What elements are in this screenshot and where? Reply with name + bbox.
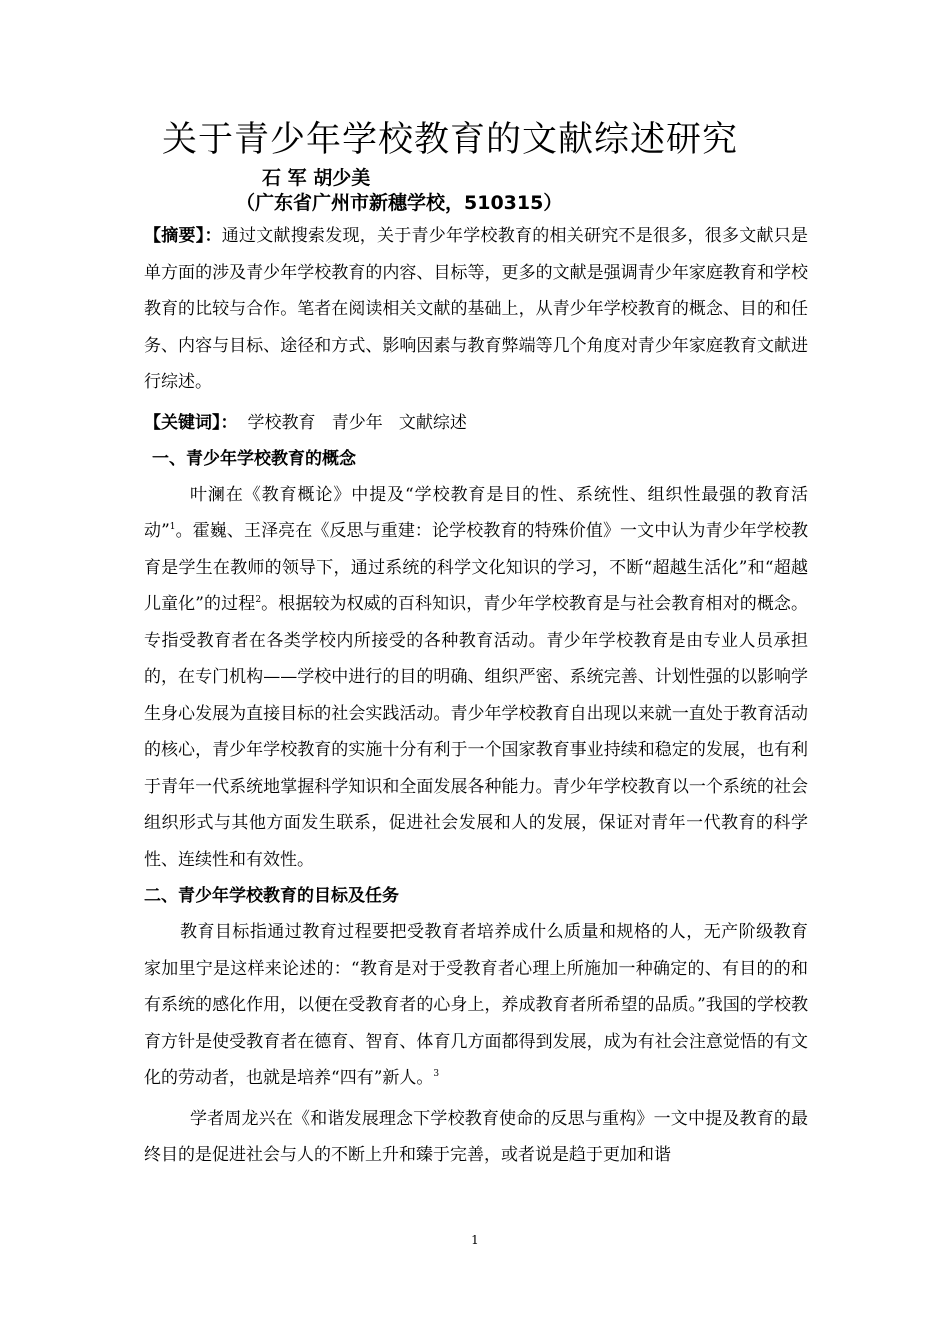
paragraph-text: 。根据较为权威的百科知识，青少年学校教育是与社会教育相对的概念。专指受教育者在各类学校内所接受的各种教育活动。青少年学校教育是由专业人员承担的，在专门机构——学校中进行的目的明确、组织严密、系统完善、计划性强的以影响学生身心发展为直接目标的社会实践活动。青少年学校教育自出现以来就一直处于教育活动的核心，青少年学校教育的实施十分有利于一个国家教育事业持续和稳定的发展，也有利于青年一代系统地掌握科学知识和全面发展各种能力。青少年学校教育以一个系统的社会组织形式与其他方面发生联系，促进社会发展和人的发展，保证对青年一代教育的科学性、连续性和有效性。 (144, 594, 808, 870)
paragraph (144, 914, 808, 1097)
footnote-ref: 3 (433, 1069, 440, 1079)
keywords-label: 【关键词】： (144, 412, 238, 433)
paragraph-text: 叶澜在《教育概论》中提及“学校教育是目的性、系统性、组织性最强的教育活动” (144, 484, 808, 541)
page-title: 关于青少年学校教育的文献综述研究 (161, 120, 738, 160)
footnote-ref: 1 (169, 522, 176, 532)
document-body (144, 218, 808, 1174)
paragraph: 学者周龙兴在《和谐发展理念下学校教育使命的反思与重构》一文中提及教育的最终目的是促进社会与人的不断上升和臻于完善，或者说是趋于更加和谐 (144, 1108, 808, 1165)
authors: 石 军 胡少美 (262, 167, 371, 189)
keywords-text: 学校教育 青少年 文献综述 (247, 412, 467, 433)
keywords (144, 405, 808, 441)
page-number: 1 (471, 1233, 479, 1247)
footnote-ref: 2 (255, 595, 262, 605)
abstract-text: 通过文献搜索发现，关于青少年学校教育的相关研究不是很多，很多文献只是单方面的涉及青少年学校教育的内容、目标等，更多的文献是强调青少年家庭教育和学校教育的比较与合作。笔者在阅读相关文献的基础上，从青少年学校教育的概念、目的和任务、内容与目标、途径和方式、影响因素与教育弊端等几个角度对青少年家庭教育文献进行综述。 (144, 226, 808, 392)
paragraph-text: 。霍巍、王泽亮在《反思与重建：论学校教育的特殊价值》一文中认为青少年学校教育是学生在教师的领导下，通过系统的科学文化知识的学习，不断“超越生活化”和“超越儿童化”的过程 (144, 521, 808, 614)
section-heading-2: 二、青少年学校教育的目标及任务 (144, 886, 399, 906)
affiliation: （广东省广州市新穗学校，510315） (236, 192, 563, 214)
section-heading-1: 一、青少年学校教育的概念 (152, 448, 356, 469)
paragraph (144, 477, 808, 879)
abstract-label: 【摘要】： (144, 226, 222, 246)
paragraph-text: 教育目标指通过教育过程要把受教育者培养成什么质量和规格的人，无产阶级教育家加里宁是这样来论述的：“教育是对于受教育者心理上所施加一种确定的、有目的的和有系统的感化作用，以便在受教育者的心身上，养成教育者所希望的品质。”我国的学校教育方针是使受教育者在德育、智育、体育几方面都得到发展，成为有社会注意觉悟的有文化的劳动者，也就是培养“四有”新人。 (144, 922, 808, 1088)
abstract (144, 218, 808, 401)
